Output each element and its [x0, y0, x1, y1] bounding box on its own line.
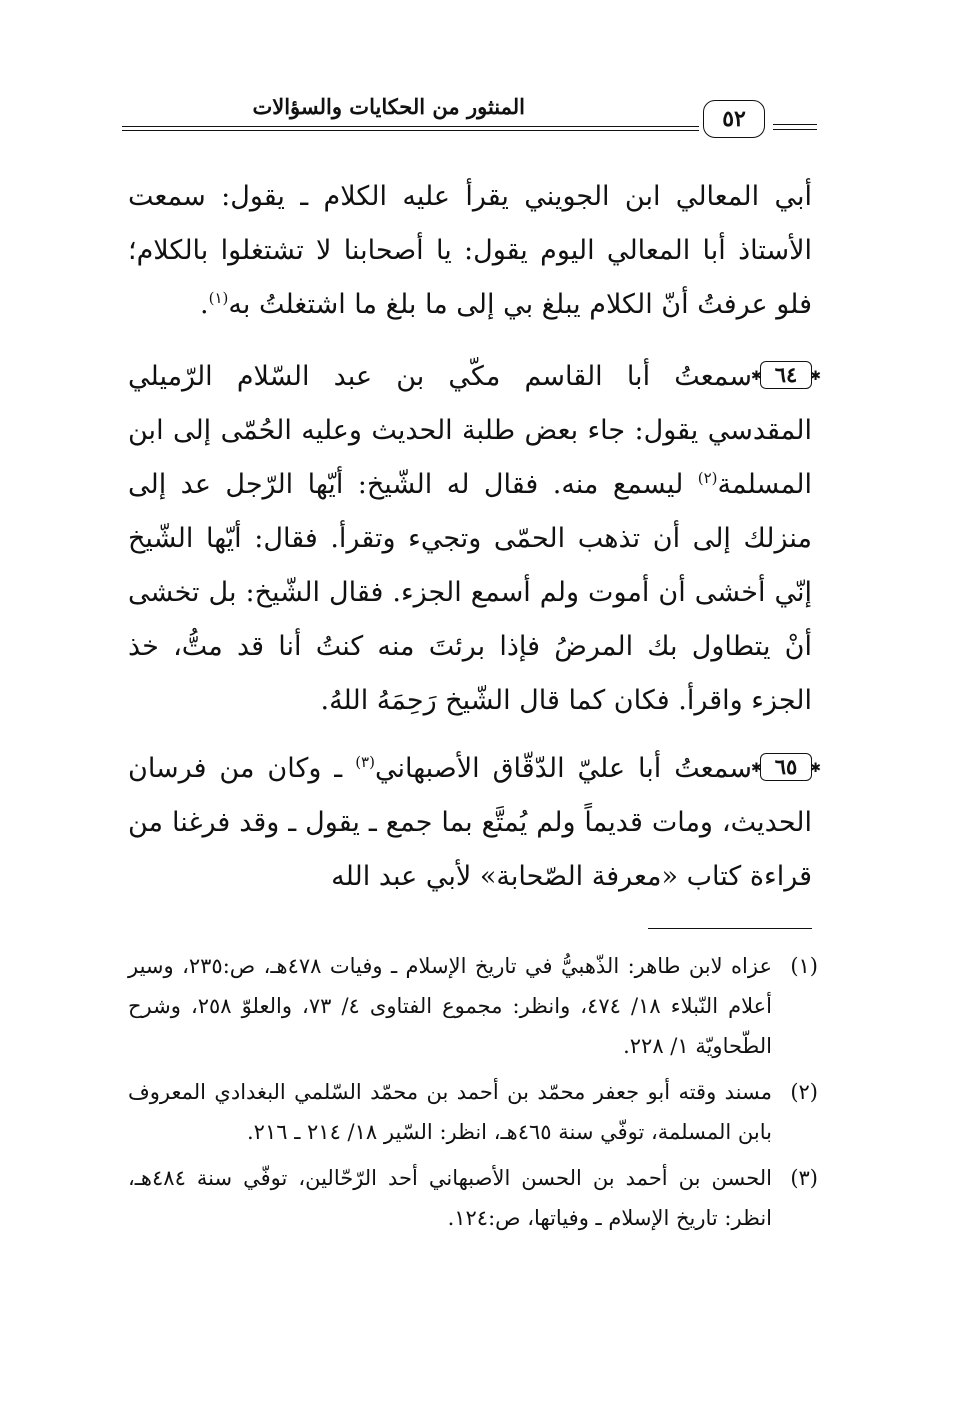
footnote-ref-1: (١)	[208, 289, 229, 307]
entry-text-a: سمعتُ أبا عليّ الدّقّاق الأصبهاني	[374, 753, 752, 784]
entry-64	[128, 350, 812, 728]
paragraph-text: أبي المعالي ابن الجويني يقرأ عليه الكلام ـ يقول: سمعت الأستاذ أبا المعالي اليوم يقول: يا أصحابنا لا تشتغلوا بالكلام؛ فلو عرفتُ أنّ الكلام يبلغ بي إلى ما بلغ ما اشتغلتُ به	[128, 181, 812, 320]
entry-text-b: ليسمع منه. فقال له الشّيخ: أيّها الرّجل عد إلى منزلك إلى أن تذهب الحمّى وتجيء وتقرأ. فقال: أيّها الشّيخ إنّي أخشى أن أموت ولم أسمع الجزء. فقال الشّيخ: بل تخشى أنْ يتطاول بك المرضُ فإذا برئتَ منه كنتُ أنا قد متُّ، خذ الجزء واقرأ. فكان كما قال الشّيخ رَحِمَهُ اللهُ.	[128, 469, 812, 716]
header-title: المنثور من الحكايات والسؤالات	[252, 94, 525, 119]
entry-65	[128, 742, 812, 904]
footnote-3	[128, 1158, 818, 1238]
footnote-text: مسند وقته أبو جعفر محمّد بن أحمد بن محمّد السّلمي البغدادي المعروف بابن المسلمة، توفّي سنة ٤٦٥هـ، انظر: السّير ١٨/ ٢١٤ ـ ٢١٦.	[128, 1080, 772, 1144]
footnote-separator	[648, 928, 812, 929]
entry-text-a: سمعتُ أبا القاسم مكّي بن عبد السّلام الرّميلي المقدسي يقول: جاء بعض طلبة الحديث وعليه الحُمّى إلى ابن المسلمة	[128, 361, 812, 500]
footnote-1	[128, 946, 818, 1066]
footnote-number: (٢)	[790, 1080, 818, 1104]
running-header	[122, 90, 817, 140]
footnotes	[128, 946, 818, 1244]
header-double-rule	[122, 126, 699, 127]
footnote-number: (٣)	[790, 1166, 818, 1190]
footnote-text: عزاه لابن طاهر: الذّهبيُّ في تاريخ الإسلام ـ وفيات ٤٧٨هـ، ص:٢٣٥، وسير أعلام النّبلاء ١٨/ ٤٧٤، وانظر: مجموع الفتاوى ٤/ ٧٣، والعلوّ ٢٥٨، وشرح الطّحاويّة ١/ ٢٢٨.	[128, 954, 772, 1058]
footnote-text: الحسن بن أحمد بن الحسن الأصبهاني أحد الرّحّالين، توفّي سنة ٤٨٤هـ، انظر: تاريخ الإسلام ـ وفياتها، ص:١٢٤.	[128, 1166, 772, 1230]
entry-text-b: ـ وكان من فرسان الحديث، ومات قديماً ولم يُمتَّع بما جمع ـ يقول ـ وقد فرغنا من قراءة كتاب «معرفة الصّحابة» لأبي عبد الله	[128, 753, 812, 892]
entry-number-badge: ✱ ٦٥ ✱	[760, 753, 812, 781]
paragraph-continuation	[128, 170, 812, 332]
paragraph-end: .	[200, 289, 209, 320]
footnote-number: (١)	[790, 954, 818, 978]
entry-number-badge: ✱ ٦٤ ✱	[760, 361, 812, 389]
main-text	[128, 170, 812, 918]
footnote-2	[128, 1072, 818, 1152]
footnote-ref-3: (٣)	[355, 753, 375, 771]
page-number: ٥٢	[703, 100, 765, 138]
footnote-ref-2: (٢)	[697, 469, 718, 487]
